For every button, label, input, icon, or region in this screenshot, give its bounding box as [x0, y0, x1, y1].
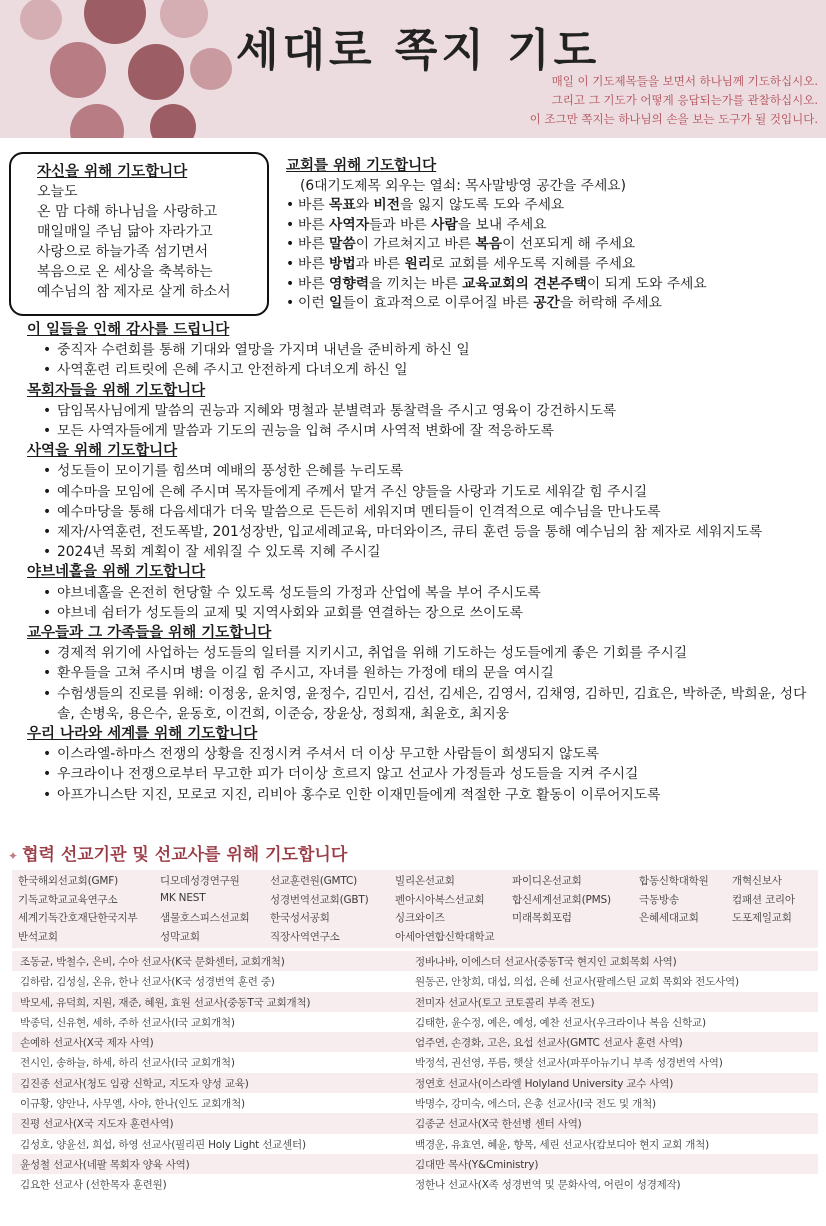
section-item: • 환우들을 고쳐 주시며 병을 이길 힘 주시고, 자녀를 원하는 가정에 태의 문을 여시길 — [27, 663, 817, 683]
section-list — [27, 401, 817, 441]
section-item: • 야브네홀을 온전히 헌당할 수 있도록 성도들의 가정과 산업에 복을 부어 주시도록 — [27, 583, 817, 603]
mission-org: 한국성서공회 — [270, 912, 330, 924]
missionary-row — [12, 1093, 818, 1113]
missionary-row — [12, 1032, 818, 1052]
mission-org: 샘물호스피스선교회 — [160, 912, 250, 924]
missionary-entry: 전시인, 송하늘, 하세, 하리 선교사(I국 교회개척) — [20, 1057, 235, 1070]
header-band — [0, 0, 826, 138]
section-item: • 이스라엘-하마스 전쟁의 상황을 진정시켜 주셔서 더 이상 무고한 사람들이 희생되지 않도록 — [27, 744, 817, 764]
missionary-entry: 이규황, 양안나, 사무엘, 사야, 한나(인도 교회개척) — [20, 1098, 245, 1111]
section-item: • 예수마당을 통해 다음세대가 더욱 말씀으로 든든히 세워지며 멘티들이 인격적으로 예수님을 만나도록 — [27, 502, 817, 522]
mission-org: 미래목회포럼 — [512, 912, 572, 924]
missionary-row — [12, 1174, 818, 1194]
missionary-entry: 박모세, 유덕희, 지원, 재준, 혜원, 효원 선교사(중동T국 교회개척) — [20, 996, 311, 1009]
decor-dot — [128, 44, 184, 100]
self-line: 예수님의 참 제자로 살게 하소서 — [37, 284, 231, 300]
section-heading: 교우들과 그 가족들을 위해 기도합니다 — [27, 625, 272, 642]
section-heading: 우리 나라와 세계를 위해 기도합니다 — [27, 726, 258, 743]
missionary-entry: 박명수, 강미숙, 에스더, 은총 선교사(I국 전도 및 개척) — [415, 1098, 656, 1111]
section-item: • 사역훈련 리트릿에 은혜 주시고 안전하게 다녀오게 하신 일 — [27, 360, 817, 380]
section-list — [27, 744, 817, 805]
section-item: • 수험생들의 진로를 위해: 이정웅, 윤치영, 윤정수, 김민서, 김선, 김세은, 김영서, 김채영, 김하민, 김효은, 박하준, 박희윤, 성다솔, 손병욱, 용은수, 윤동호, 이건희, 이준승, 장윤상, 정희재, 최윤호, 최지웅 — [27, 684, 817, 724]
section-heading: 사역을 위해 기도합니다 — [27, 443, 178, 460]
decor-dot — [20, 0, 62, 40]
church-prayer — [286, 157, 816, 314]
missionary-row — [12, 971, 818, 991]
section-item: • 야브네 쉼터가 성도들의 교제 및 지역사회와 교회를 연결하는 장으로 쓰이도록 — [27, 603, 817, 623]
self-line: 복음으로 온 세상을 축복하는 — [37, 264, 213, 280]
prayer-sections — [27, 320, 817, 805]
section-item: • 경제적 위기에 사업하는 성도들의 일터를 지키시고, 취업을 위해 기도하는 성도들에게 좋은 기회를 주시길 — [27, 643, 817, 663]
missionary-entry: 전미자 선교사(토고 코토콜리 부족 전도) — [415, 996, 595, 1009]
prayer-section — [27, 623, 817, 724]
mission-title: ✦ 협력 선교기관 및 선교사를 위해 기도합니다 — [8, 845, 348, 865]
self-line: 매일매일 주님 닮아 자라가고 — [37, 224, 213, 240]
section-list — [27, 340, 817, 380]
missionary-entry: 김진종 선교사(청도 임광 신학교, 지도자 양성 교육) — [20, 1077, 249, 1090]
decor-dot — [150, 104, 196, 138]
section-item: • 예수마을 모임에 은혜 주시며 목자들에게 주께서 맡겨 주신 양들을 사랑과 기도로 세워갈 힘 주시길 — [27, 482, 817, 502]
section-item: • 모든 사역자들에게 말씀과 기도의 권능을 입혀 주시며 사역적 변화에 잘 적응하도록 — [27, 421, 817, 441]
section-heading: 목회자들을 위해 기도합니다 — [27, 382, 206, 399]
mission-org: 펜아시아복스선교회 — [395, 893, 485, 906]
prayer-section — [27, 381, 817, 442]
self-line: 사랑으로 하늘가족 섬기면서 — [37, 244, 209, 260]
church-note: (6대기도제목 외우는 열쇠: 목사말방영 공간을 주세요) — [300, 177, 627, 194]
mission-org: 개혁신보사 — [732, 875, 782, 887]
missionary-entry: 진평 선교사(X국 지도자 훈련사역) — [20, 1118, 174, 1131]
missionary-entry: 원동곤, 안창희, 대섭, 의섭, 은혜 선교사(팔레스틴 교회 목회와 전도사역) — [415, 976, 739, 989]
missionary-entry: 김대만 목사(Y&Cministry) — [415, 1158, 539, 1171]
mission-org: 세계기독간호재단한국지부 — [18, 912, 138, 924]
mission-org: 컴패션 코리아 — [732, 893, 795, 906]
page-title: 세대로 쪽지 기도 — [236, 25, 601, 76]
self-heading: 자신을 위해 기도합니다 — [37, 164, 188, 180]
missionary-entry: 김태한, 윤수정, 예은, 예성, 예찬 선교사(우크라이나 복음 신학교) — [415, 1016, 706, 1029]
church-list — [286, 196, 816, 314]
missionary-entry: 정바나바, 이에스더 선교사(중동T국 현지인 교회목회 사역) — [415, 956, 677, 968]
decor-dot — [84, 0, 146, 44]
church-item: • 바른 말씀이 가르쳐지고 바른 복음이 선포되게 해 주세요 — [286, 235, 816, 255]
mission-org: 합신세계선교회(PMS) — [512, 893, 611, 906]
decor-dot — [50, 42, 106, 98]
prayer-section — [27, 320, 817, 381]
missionary-table — [12, 951, 818, 1195]
decor-dot — [70, 104, 124, 138]
mission-org: 빌리온선교회 — [395, 875, 455, 887]
section-heading: 이 일들을 인해 감사를 드립니다 — [27, 322, 230, 338]
missionary-entry: 윤성철 선교사(네팔 목회자 양육 사역) — [20, 1158, 190, 1171]
mission-org: 반석교회 — [18, 930, 58, 943]
missionary-entry: 김하람, 김성실, 온유, 한나 선교사(K국 성경번역 훈련 중) — [20, 976, 275, 989]
mission-org: 한국해외선교회(GMF) — [18, 875, 119, 887]
missionary-entry: 정한나 선교사(X족 성경번역 및 문화사역, 어린이 성경제작) — [415, 1179, 681, 1192]
mission-org: 성막교회 — [160, 930, 200, 943]
missionary-row — [12, 1113, 818, 1133]
missionary-entry: 손예하 선교사(X국 제자 사역) — [20, 1037, 154, 1050]
missionary-row — [12, 1012, 818, 1032]
section-list — [27, 643, 817, 724]
section-item: • 제자/사역훈련, 전도폭발, 201성장반, 입교세례교육, 마더와이즈, 큐티 훈련 등을 통해 예수님의 참 제자로 세워지도록 — [27, 522, 817, 542]
missionary-entry: 정연호 선교사(이스라엘 Holyland University 교수 사역) — [415, 1077, 674, 1090]
prayer-section — [27, 724, 817, 805]
self-prayer-box — [9, 152, 269, 316]
section-item: • 담임목사님에게 말씀의 권능과 지혜와 명철과 분별력과 통찰력을 주시고 영육이 강건하시도록 — [27, 401, 817, 421]
church-item: • 이런 일들이 효과적으로 이루어질 바른 공간을 허락해 주세요 — [286, 294, 816, 314]
star-icon: ✦ — [8, 849, 19, 863]
missionary-row — [12, 951, 818, 971]
section-heading: 야브네홀을 위해 기도합니다 — [27, 564, 206, 581]
mission-org: 디모데성경연구원 — [160, 875, 240, 887]
missionary-entry: 조동균, 박철수, 은비, 수아 선교사(K국 문화센터, 교회개척) — [20, 956, 285, 968]
mission-org-list — [12, 870, 818, 948]
self-line: 오늘도 — [37, 184, 78, 200]
mission-org: 아세아연합신학대학교 — [395, 930, 495, 943]
prayer-section — [27, 441, 817, 562]
mission-org: 합동신학대학원 — [639, 875, 709, 887]
missionary-entry: 김요한 선교사 (선한목자 훈련원) — [20, 1179, 167, 1192]
section-item: • 아프가니스탄 지진, 모로코 지진, 리비아 홍수로 인한 이재민들에게 적절한 구호 활동이 이루어지도록 — [27, 785, 817, 805]
mission-org: 기독교학교교육연구소 — [18, 893, 118, 906]
section-list — [27, 461, 817, 562]
missionary-entry: 백경운, 유효연, 혜윤, 향목, 세린 선교사(캄보디아 현지 교회 개척) — [415, 1138, 710, 1151]
missionary-row — [12, 1073, 818, 1093]
missionary-entry: 박종덕, 신유현, 세하, 주하 선교사(I국 교회개척) — [20, 1016, 235, 1029]
mission-org: 파이디온선교회 — [512, 875, 582, 887]
decor-dot — [190, 48, 232, 90]
mission-org: 극동방송 — [639, 893, 679, 906]
mission-org: MK NEST — [160, 891, 206, 904]
mission-org: 직장사역연구소 — [270, 930, 340, 943]
missionary-entry: 엄주연, 손경화, 고은, 요섭 선교사(GMTC 선교사 훈련 사역) — [415, 1037, 683, 1050]
church-item: • 바른 영향력을 끼치는 바른 교육교회의 견본주택이 되게 도와 주세요 — [286, 275, 816, 295]
self-line: 온 맘 다해 하나님을 사랑하고 — [37, 204, 218, 220]
decor-dot — [160, 0, 208, 38]
mission-org: 은혜세대교회 — [639, 912, 699, 924]
mission-org: 도포제일교회 — [732, 912, 792, 924]
section-item: • 2024년 목회 계획이 잘 세워질 수 있도록 지혜 주시길 — [27, 542, 817, 562]
header-subtitle: 매일 이 기도제목들을 보면서 하나님께 기도하십시오. 그리고 그 기도가 어떻게 응답되는가를 관찰하십시오. 이 조그만 쪽지는 하나님의 손을 보는 도구가 될 것입니다. — [529, 74, 818, 126]
missionary-entry: 김종군 선교사(X국 한선병 센터 사역) — [415, 1118, 582, 1131]
church-item: • 바른 사역자들과 바른 사람을 보내 주세요 — [286, 216, 816, 236]
missionary-row — [12, 992, 818, 1012]
missionary-row — [12, 1134, 818, 1154]
church-heading: 교회를 위해 기도합니다 — [286, 158, 437, 174]
mission-org: 선교훈련원(GMTC) — [270, 875, 358, 887]
section-item: • 성도들이 모이기를 힘쓰며 예배의 풍성한 은혜를 누리도록 — [27, 461, 817, 481]
missionary-row — [12, 1052, 818, 1072]
mission-org: 성경번역선교회(GBT) — [270, 893, 369, 906]
section-list — [27, 583, 817, 623]
section-item: • 중직자 수련회를 통해 기대와 열망을 가지며 내년을 준비하게 하신 일 — [27, 340, 817, 360]
section-item: • 우크라이나 전쟁으로부터 무고한 피가 더이상 흐르지 않고 선교사 가정들과 성도들을 지켜 주시길 — [27, 764, 817, 784]
church-item: • 바른 목표와 비전을 잃지 않도록 도와 주세요 — [286, 196, 816, 216]
missionary-entry: 김성호, 양윤선, 희섭, 하영 선교사(필리핀 Holy Light 선교센터) — [20, 1138, 306, 1151]
mission-org: 싱크와이즈 — [395, 912, 445, 924]
church-item: • 바른 방법과 바른 원리로 교회를 세우도록 지혜를 주세요 — [286, 255, 816, 275]
prayer-section — [27, 562, 817, 623]
missionary-row — [12, 1154, 818, 1174]
missionary-entry: 박정석, 권선영, 푸름, 햇살 선교사(파푸아뉴기니 부족 성경번역 사역) — [415, 1057, 723, 1070]
